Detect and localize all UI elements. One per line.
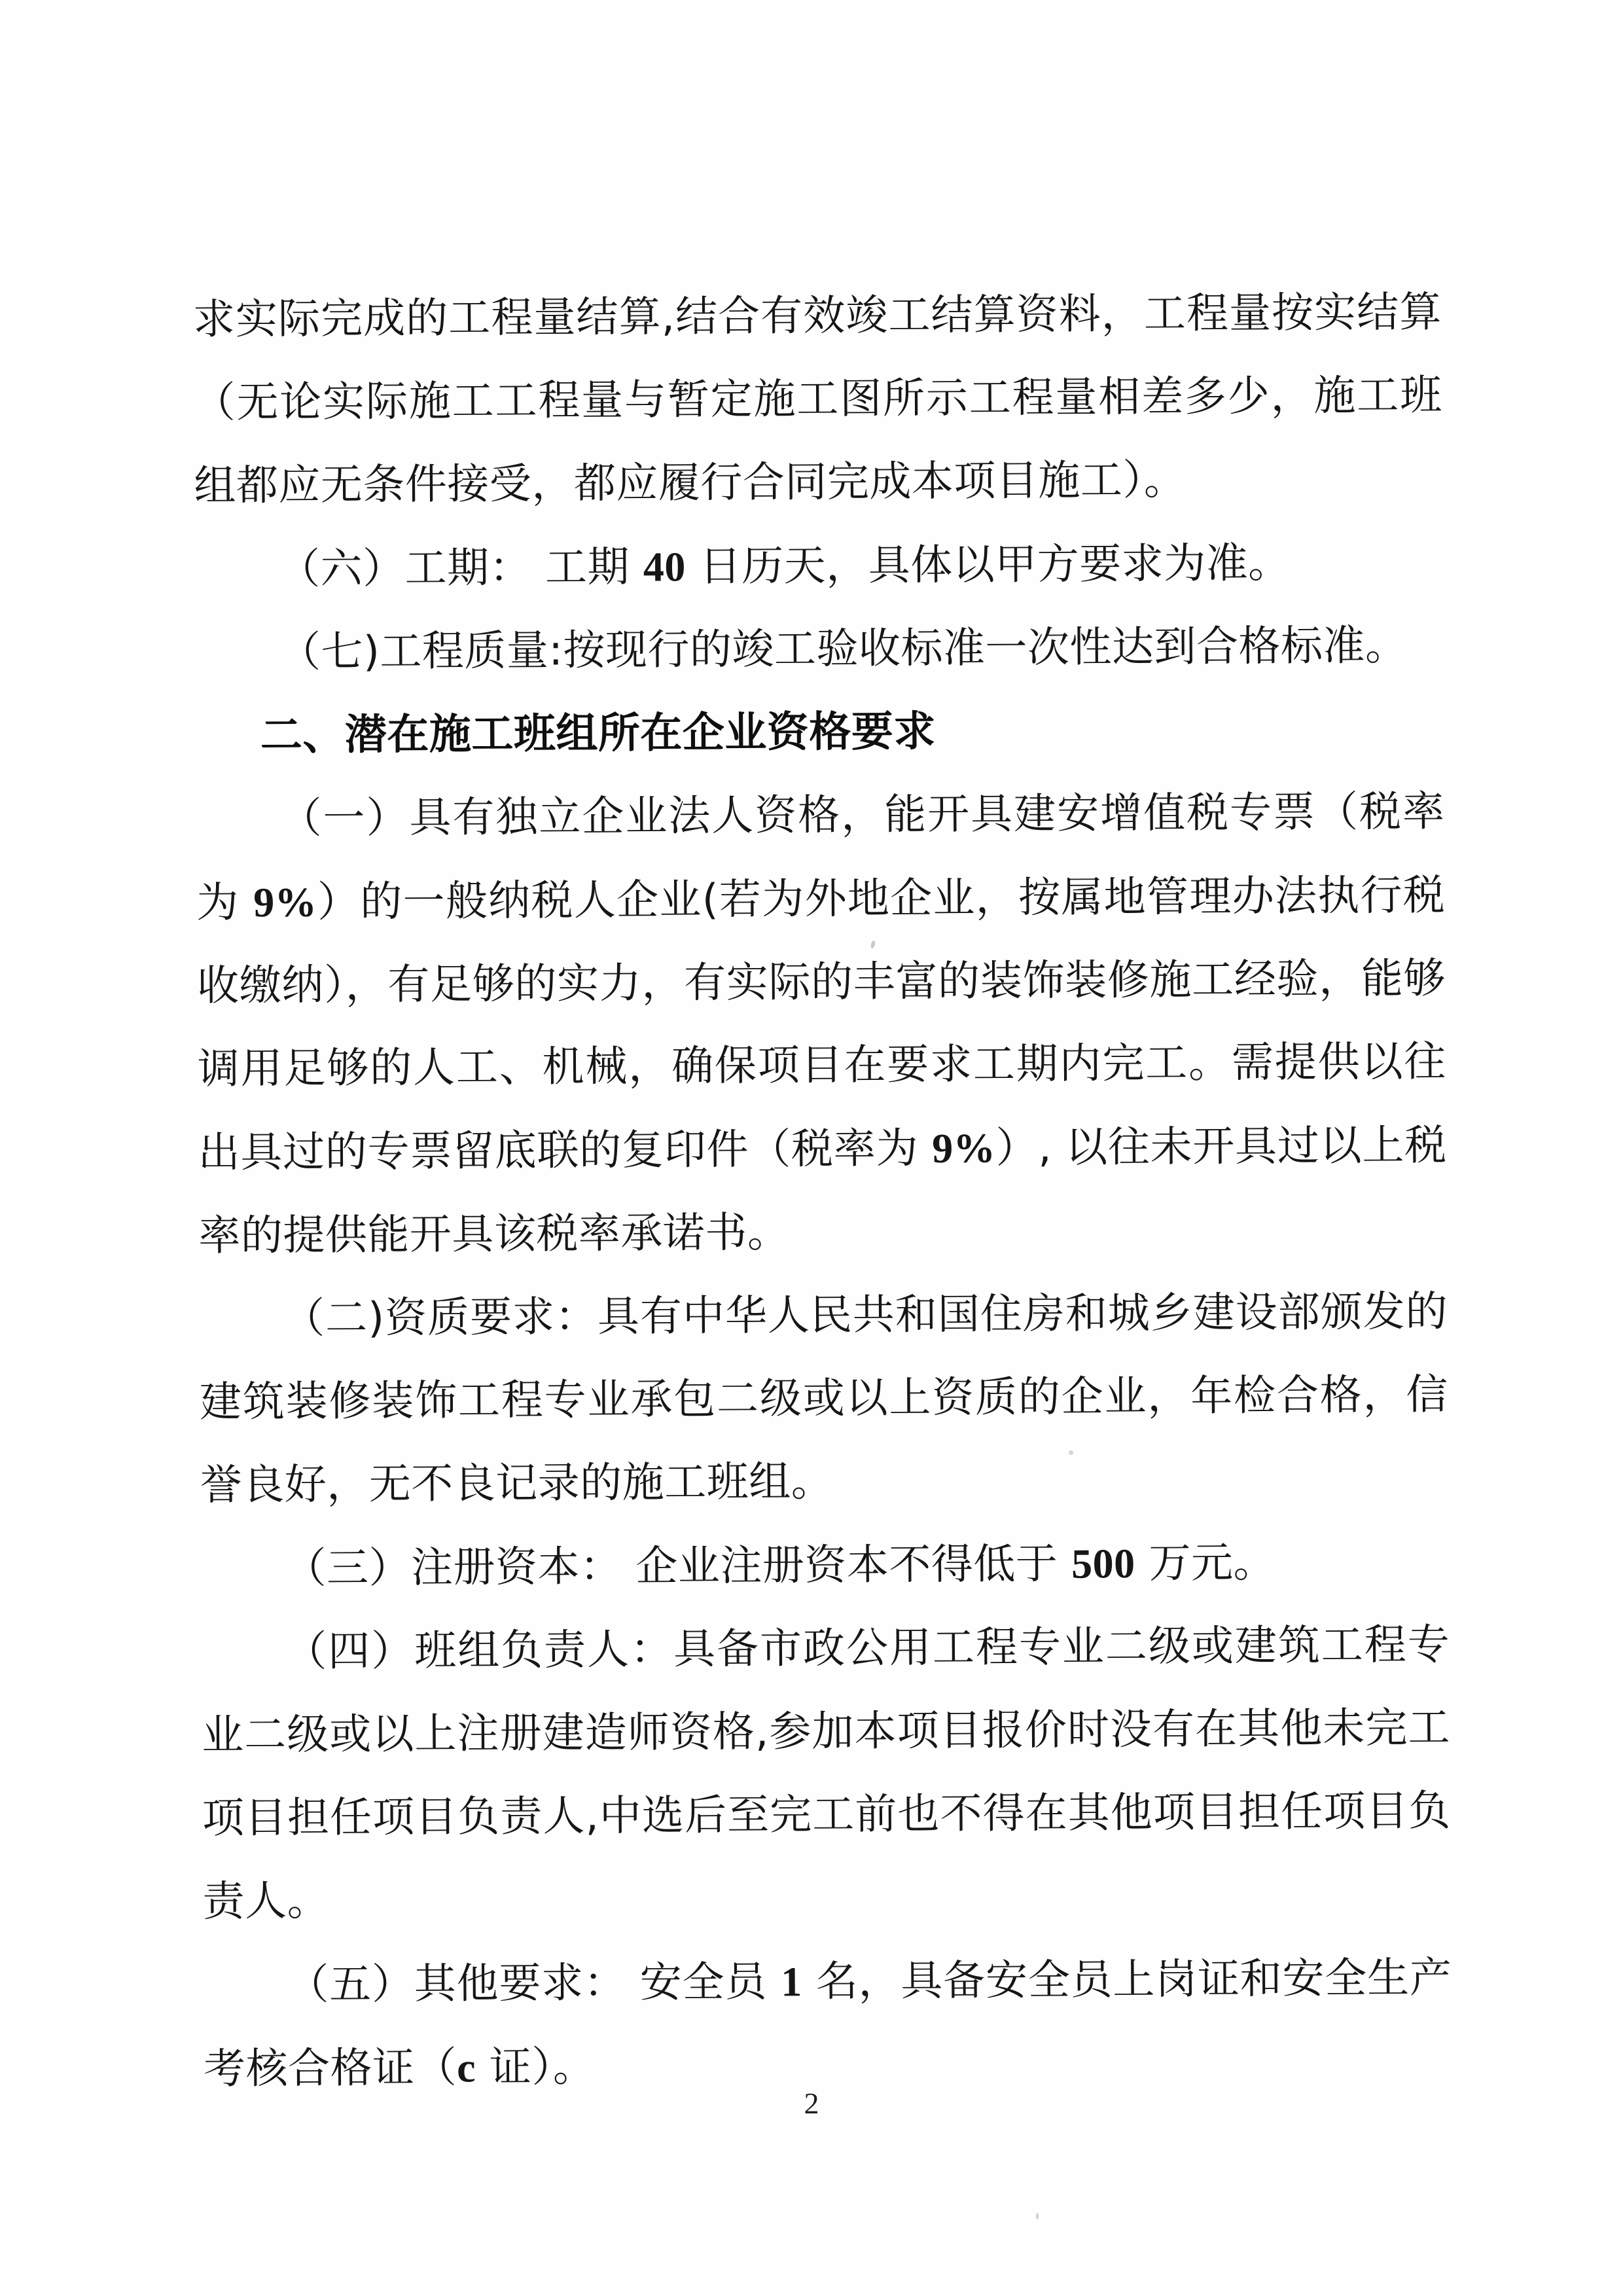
cert-letter: c: [456, 2044, 476, 2091]
item-six-text-tail: 日历天，具体以甲方要求为准。: [685, 539, 1291, 592]
paragraph-item-six-duration: [194, 520, 1444, 612]
item-three-text: （三）注册资本： 企业注册资本不得低于: [284, 1539, 1072, 1594]
item-one-text-mid: ）的一般纳税人企业(若为外地企业，按属地管理办法执行税收缴纳），有足够的实力，有实际的丰富的装饰装修施工经验，能够调用足够的人工、机械，确保项目在要求工期内完工。需提供以往出具过的专票留底联的复印件（税率为: [196, 871, 1447, 1177]
tax-rate-value-2: 9%: [932, 1124, 996, 1172]
item-one-text-tail: ）, 以往未开具过以上税率的提供能开具该税率承诺书。: [198, 1121, 1447, 1261]
section-heading-qualification-requirements: 二、潜在施工班组所在企业资格要求: [260, 707, 936, 761]
paragraph-item-two-credentials: （二)资质要求：具有中华人民共和国住房和城乡建设部颁发的建筑装修装饰工程专业承包二级或以上资质的企业，年检合格，信誉良好，无不良记录的施工班组。: [199, 1287, 1449, 1510]
item-five-text: （五）其他要求： 安全员: [287, 1958, 781, 2010]
registered-capital-value: 500: [1071, 1540, 1135, 1587]
scan-artifact: [1069, 1450, 1073, 1455]
item-three-text-tail: 万元。: [1135, 1538, 1276, 1588]
item-one-text: （一）具有独立企业法人资格，能开具建安增值税专票（税率为: [196, 787, 1445, 927]
duration-days-value: 40: [643, 543, 687, 590]
page-number: 2: [804, 2087, 819, 2120]
paragraph-item-one-legal-entity: [196, 770, 1448, 1278]
item-five-text-mid: 名，具备安全员上岗证和安全生产考核合格证（: [203, 1954, 1452, 2094]
paragraph-item-seven-quality: （七)工程质量:按现行的竣工验收标准一次性达到合格标准。: [278, 621, 1408, 677]
paragraph-item-four-team-leader: （四）班组负责人：具备市政公用工程专业二级或建筑工程专业二级或以上注册建造师资格,参加本项目报价时没有在其他未完工项目担任项目负责人,中选后至完工前也不得在其他项目担任项目负责人。: [201, 1621, 1452, 1926]
scan-artifact: [1036, 2213, 1039, 2219]
paragraph-settlement-continuation: 求实际完成的工程量结算,结合有效竣工结算资料，工程量按实结算（无论实际施工工程量与暂定施工图所示工程量相差多少，施工班组都应无条件接受，都应履行合同完成本项目施工）。: [192, 288, 1442, 511]
tax-rate-value-1: 9%: [253, 878, 317, 926]
item-five-text-tail: 证）。: [475, 2043, 596, 2092]
item-six-text: （六）工期： 工期: [277, 543, 644, 594]
paragraph-item-three-capital: [200, 1520, 1450, 1611]
page-body: [192, 271, 1452, 2111]
safety-officer-count: 1: [781, 1958, 802, 2005]
